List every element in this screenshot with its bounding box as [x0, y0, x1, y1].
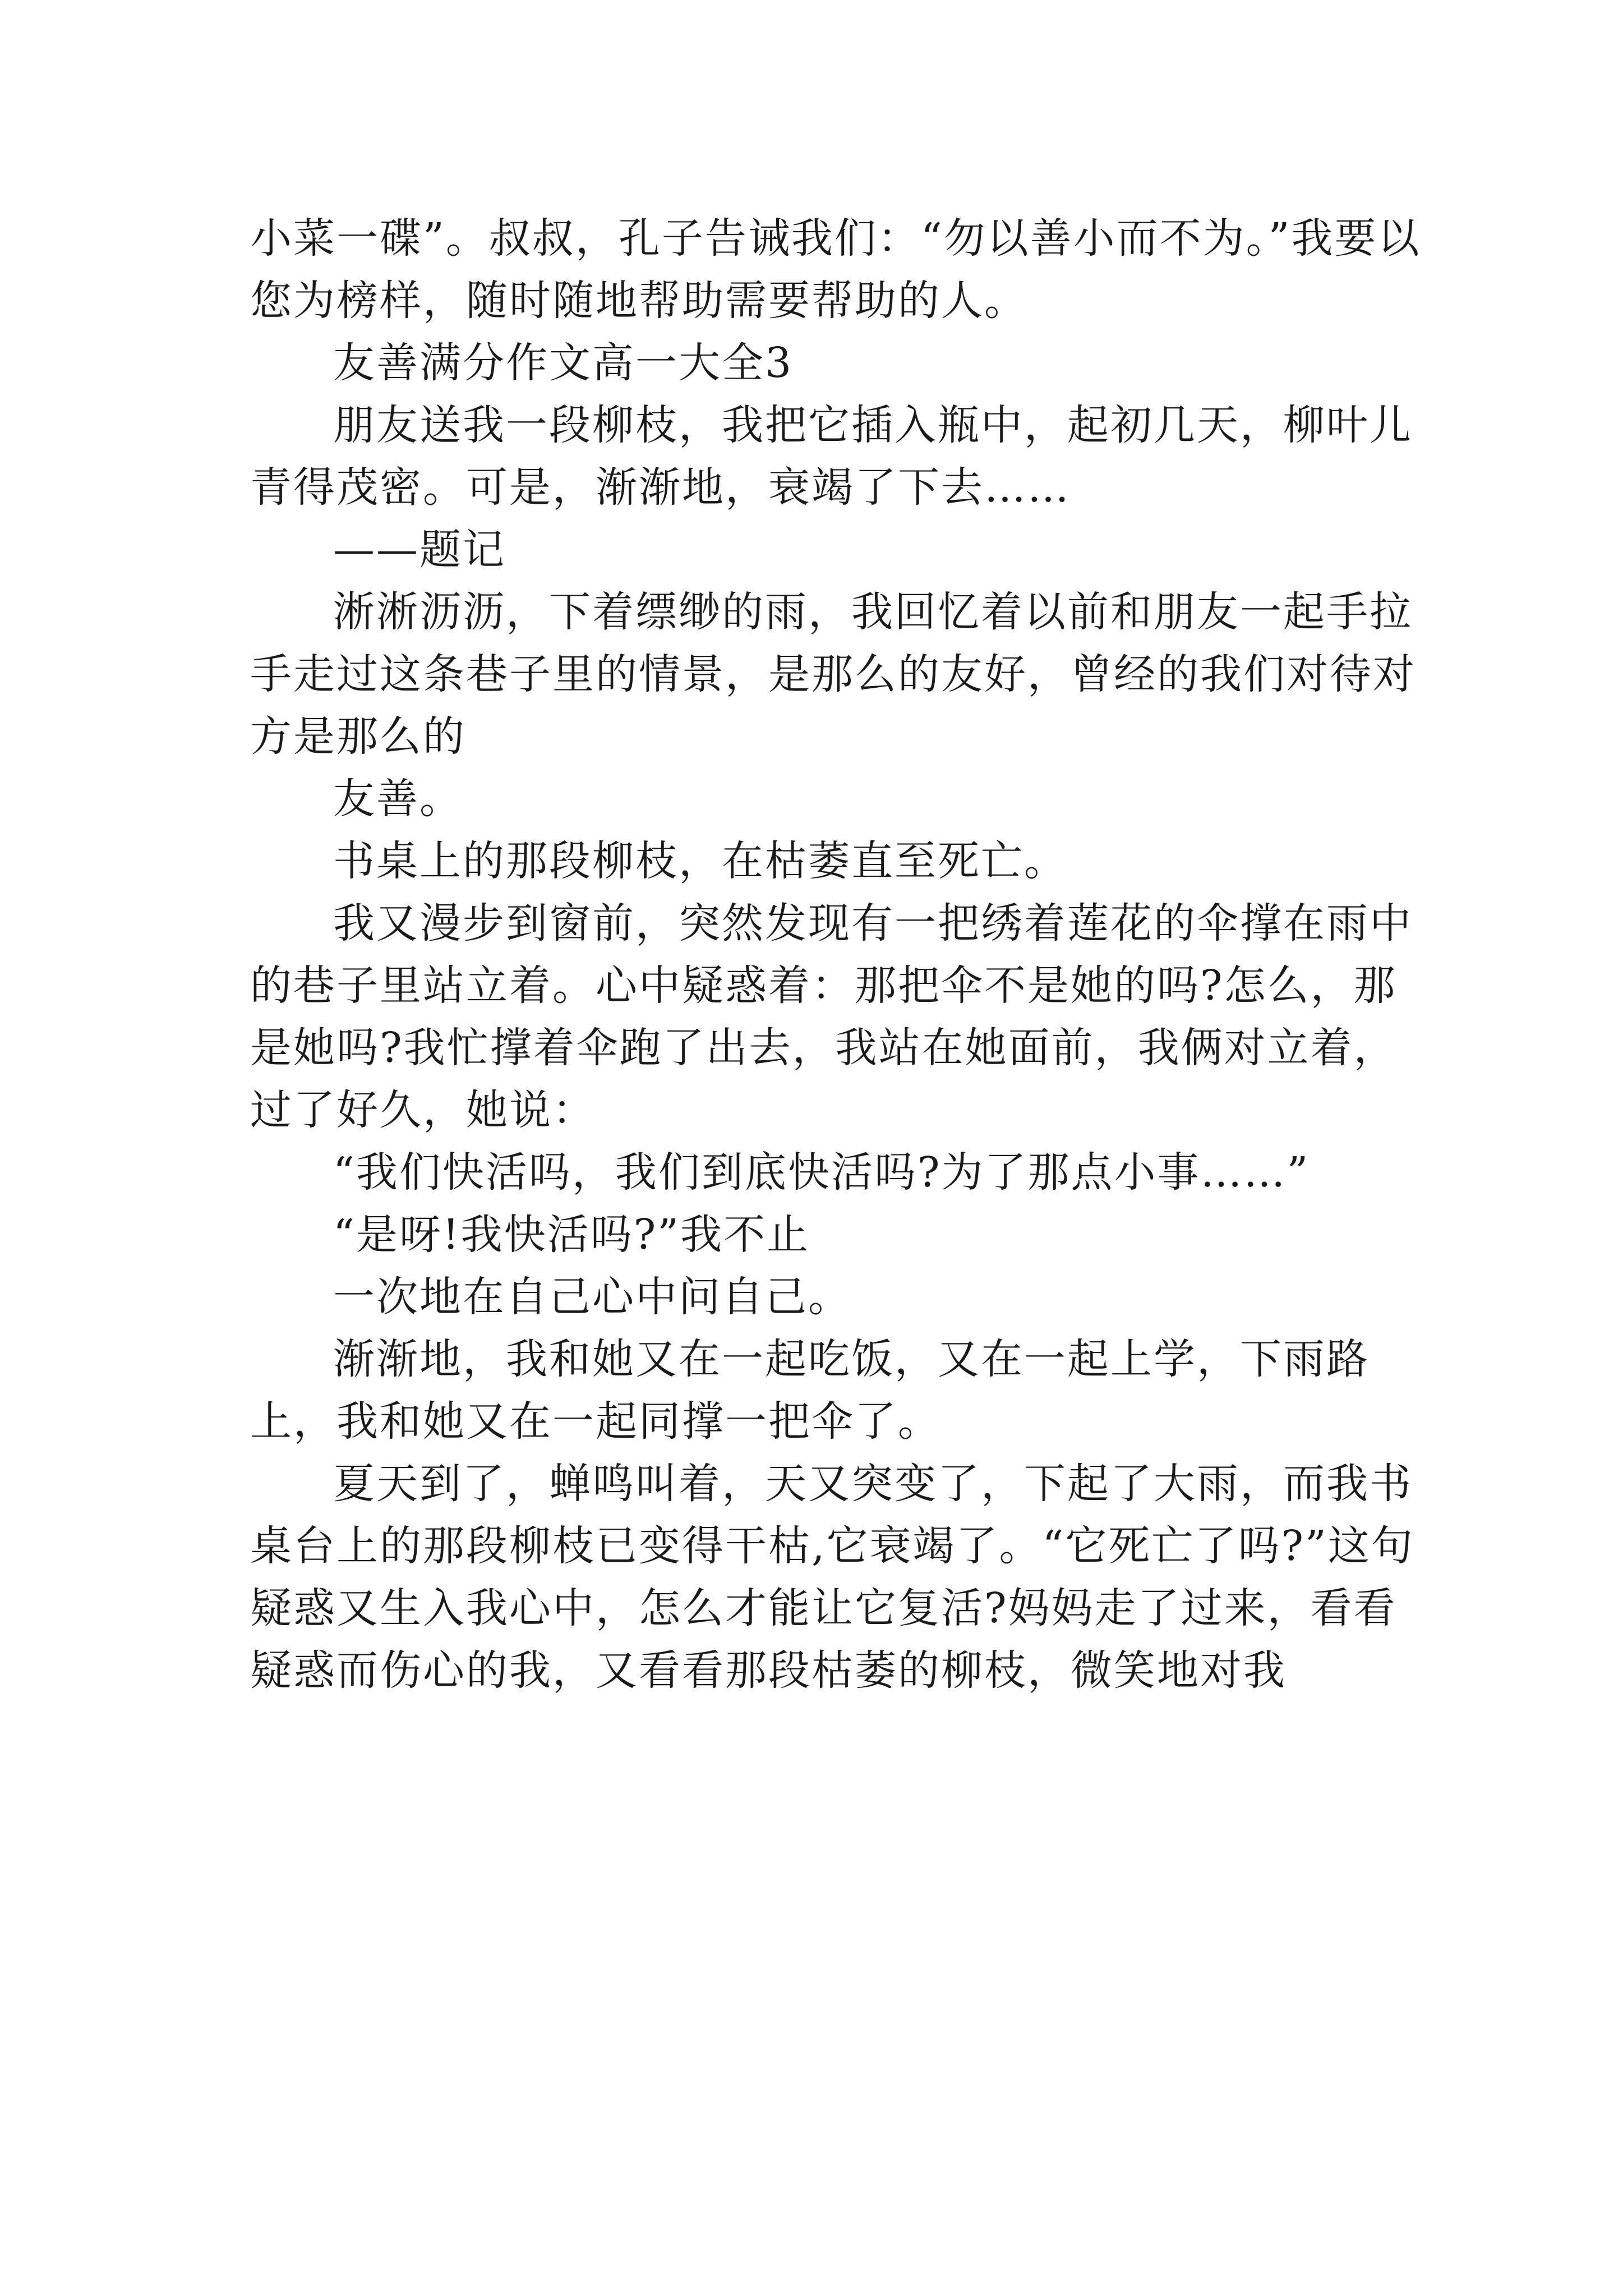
paragraph-8: 我又漫步到窗前，突然发现有一把绣着莲花的伞撑在雨中的巷子里站立着。心中疑惑着：那把伞不是她的吗?怎么，那是她吗?我忙撑着伞跑了出去，我站在她面前，我俩对立着，过了好久，她说： [250, 899, 1413, 1134]
paragraph-1: 小菜一碟”。叔叔，孔子告诫我们：“勿以善小而不为。”我要以您为榜样，随时随地帮助需要帮助的人。 [250, 214, 1421, 325]
paragraph-12: 渐渐地，我和她又在一起吃饭，又在一起上学，下雨路上，我和她又在一起同撑一把伞了。 [250, 1335, 1370, 1446]
section-heading: 友善满分作文高一大全3 [333, 339, 794, 387]
paragraph-7: 书桌上的那段柳枝，在枯萎直至死亡。 [333, 837, 1067, 885]
epigraph-label: ——题记 [333, 526, 506, 574]
paragraph-11: 一次地在自己心中问自己。 [333, 1273, 851, 1321]
dialogue-2: “是呀!我快活吗?”我不止 [333, 1211, 810, 1259]
document-body [250, 208, 1422, 1702]
paragraph-13: 夏天到了，蝉鸣叫着，天又突变了，下起了大雨，而我书桌台上的那段柳枝已变得干枯,它衰竭了。“它死亡了吗?”这句疑惑又生入我心中，怎么才能让它复活?妈妈走了过来，看看疑惑而伤心的我，又看看那段枯萎的柳枝，微笑地对我 [250, 1460, 1414, 1695]
paragraph-6: 友善。 [333, 775, 463, 823]
paragraph-5: 淅淅沥沥，下着缥缈的雨，我回忆着以前和朋友一起手拉手走过这条巷子里的情景，是那么的友好，曾经的我们对待对方是那么的 [250, 588, 1416, 761]
dialogue-1: “我们快活吗，我们到底快活吗?为了那点小事……” [333, 1148, 1310, 1197]
paragraph-3: 朋友送我一段柳枝，我把它插入瓶中，起初几天，柳叶儿青得茂密。可是，渐渐地，衰竭了下去…… [250, 401, 1413, 512]
